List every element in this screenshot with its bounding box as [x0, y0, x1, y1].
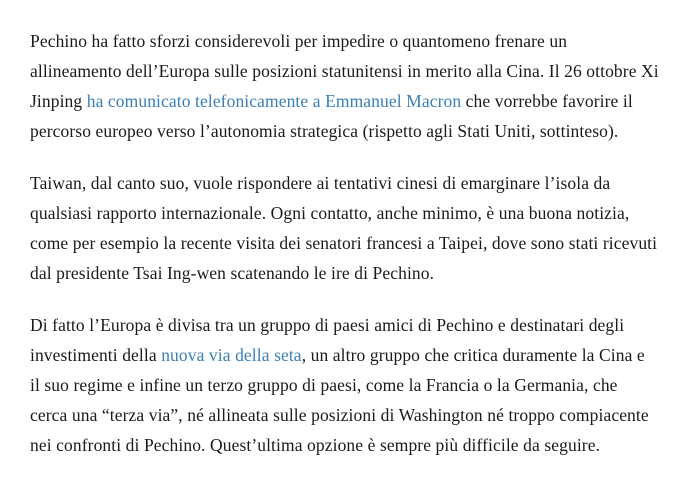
- article-text-run: Di fatto l’Europa è divisa tra un gruppo di paesi amici di Pechino e destinatari degli investimenti della: [30, 315, 625, 365]
- article-text-run: Pechino ha fatto sforzi considerevoli per impedire o quantomeno frenare un allineamento dell’Europa sulle posizioni statunitensi in merito alla Cina. Il 26 ottobre Xi Jinping: [30, 31, 659, 111]
- article-inline-link[interactable]: nuova via della seta: [161, 345, 302, 365]
- article-paragraph: [30, 310, 659, 460]
- article-text-run: Taiwan, dal canto suo, vuole rispondere ai tentativi cinesi di emarginare l’isola da qualsiasi rapporto internazionale. Ogni contatto, anche minimo, è una buona notizia, come per esempio la recente visita dei senatori francesi a Taipei, dove sono stati ricevuti dal presidente Tsai Ing-wen scatenando le ire di Pechino.: [30, 173, 658, 283]
- article-text-run: che vorrebbe favorire il percorso europeo verso l’autonomia strategica (rispetto agli Stati Uniti, sottinteso).: [30, 91, 633, 141]
- article-inline-link[interactable]: ha comunicato telefonicamente a Emmanuel Macron: [86, 91, 462, 111]
- article-paragraph: [30, 168, 659, 288]
- article-text-run: , un altro gruppo che critica duramente la Cina e il suo regime e infine un terzo gruppo di paesi, come la Francia o la Germania, che cerca una “terza via”, né allineata sulle posizioni di Washington né troppo compiacente nei confronti di Pechino. Quest’ultima opzione è sempre più difficile da seguire.: [30, 345, 649, 455]
- article-paragraph: [30, 26, 659, 146]
